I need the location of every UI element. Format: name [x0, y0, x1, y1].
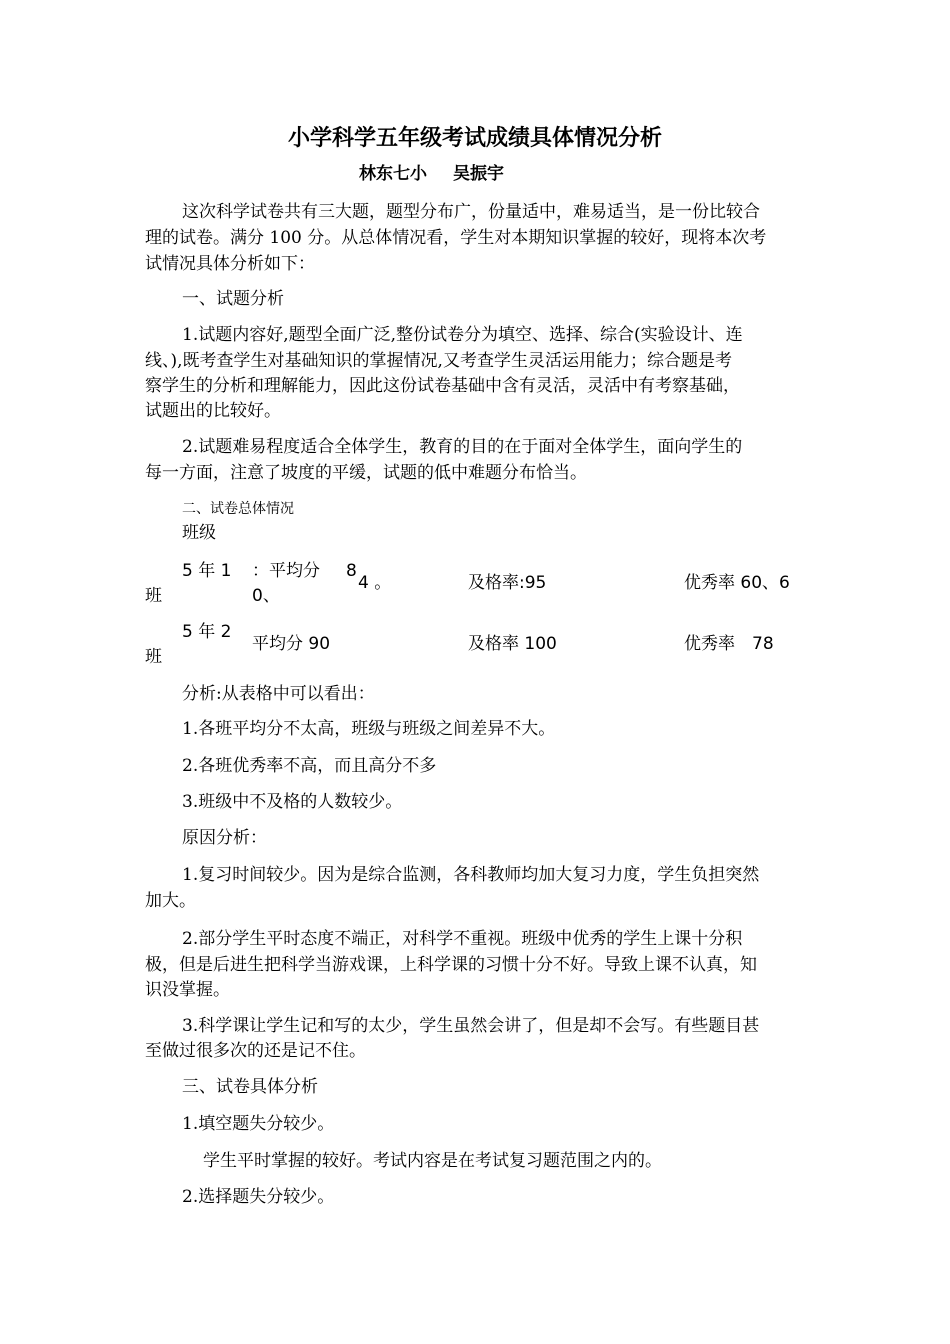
average-label-cont: 0、 — [252, 586, 280, 606]
section-heading: 二、试卷总体情况 — [182, 501, 294, 517]
reason-line: 加大。 — [145, 891, 196, 911]
intro-line: 试情况具体分析如下： — [145, 254, 315, 274]
analysis-heading: 分析:从表格中可以看出： — [182, 684, 375, 704]
paragraph-line: 每一方面，注意了坡度的平缓，试题的低中难题分布恰当。 — [145, 463, 587, 483]
reason-line: 2.部分学生平时态度不端正，对科学不重视。班级中优秀的学生上课十分积 — [182, 929, 743, 949]
reason-line: 1.复习时间较少。因为是综合监测，各科教师均加大复习力度，学生负担突然 — [182, 865, 760, 885]
paragraph-line: 试题出的比较好。 — [145, 401, 281, 421]
author-school: 林东七小 — [359, 164, 427, 184]
average-label: ：平均分 — [252, 561, 320, 581]
analysis-item: 1.各班平均分不太高，班级与班级之间差异不大。 — [182, 719, 556, 739]
class-label: 班级 — [182, 523, 216, 543]
section-heading: 三、试卷具体分析 — [182, 1077, 318, 1097]
analysis-item: 2.各班优秀率不高，而且高分不多 — [182, 756, 437, 776]
paragraph-line: 2.试题难易程度适合全体学生，教育的目的在于面对全体学生，面向学生的 — [182, 437, 743, 457]
excellent-rate: 优秀率 60、6 — [684, 573, 790, 593]
section-heading: 一、试题分析 — [182, 289, 284, 309]
document-title: 小学科学五年级考试成绩具体情况分析 — [287, 125, 662, 151]
class-name-suffix: 班 — [145, 647, 162, 667]
intro-line: 理的试卷。满分 100 分。从总体情况看，学生对本期知识掌握的较好，现将本次考 — [145, 228, 767, 248]
section-item: 1.填空题失分较少。 — [182, 1114, 335, 1134]
paragraph-line: 察学生的分析和理解能力，因此这份试卷基础中含有灵活，灵活中有考察基础， — [145, 376, 740, 396]
pass-rate: 及格率:95 — [468, 573, 547, 593]
paragraph-line: 1.试题内容好,题型全面广泛,整份试卷分为填空、选择、综合(实验设计、连 — [182, 325, 743, 345]
average-value-cont: 4 。 — [358, 573, 392, 593]
section-item: 2.选择题失分较少。 — [182, 1187, 335, 1207]
average-value: 8 — [346, 561, 357, 581]
intro-line: 这次科学试卷共有三大题，题型分布广，份量适中，难易适当，是一份比较合 — [182, 202, 760, 222]
reason-line: 至做过很多次的还是记不住。 — [145, 1041, 366, 1061]
author-line — [359, 164, 504, 184]
analysis-item: 3.班级中不及格的人数较少。 — [182, 792, 403, 812]
reason-line: 3.科学课让学生记和写的太少，学生虽然会讲了，但是却不会写。有些题目甚 — [182, 1016, 760, 1036]
reasons-heading: 原因分析： — [182, 828, 267, 848]
class-name: 5 年 1 — [182, 561, 232, 581]
paragraph-line: 线、),既考查学生对基础知识的掌握情况,又考查学生灵活运用能力；综合题是考 — [145, 351, 732, 371]
class-name: 5 年 2 — [182, 622, 232, 642]
average-score: 平均分 90 — [252, 634, 331, 654]
class-name-suffix: 班 — [145, 586, 162, 606]
pass-rate: 及格率 100 — [468, 634, 557, 654]
section-item-detail: 学生平时掌握的较好。考试内容是在考试复习题范围之内的。 — [203, 1151, 662, 1171]
reason-line: 极，但是后进生把科学当游戏课，上科学课的习惯十分不好。导致上课不认真，知 — [145, 955, 757, 975]
excellent-rate: 优秀率 78 — [684, 634, 774, 654]
reason-line: 识没掌握。 — [145, 980, 230, 1000]
author-name: 吴振宇 — [453, 164, 504, 184]
